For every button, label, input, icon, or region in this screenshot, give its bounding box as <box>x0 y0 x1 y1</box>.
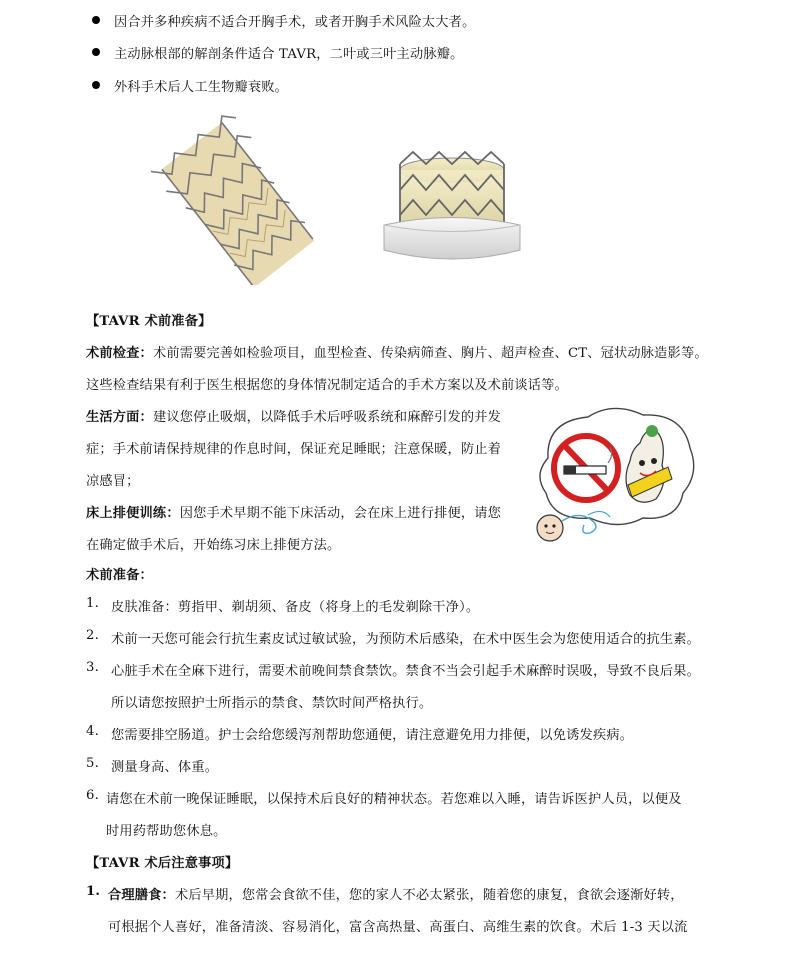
prep-item-number: 1. <box>86 596 99 611</box>
postop-section-title: 【TAVR 术后注意事项】 <box>86 856 239 871</box>
prep-item-text: 皮肤准备：剪指甲、剃胡须、备皮（将身上的毛发剃除干净）。 <box>111 600 480 615</box>
bullet-text: 因合并多种疾病不适合开胸手术，或者开胸手术风险太大者。 <box>114 15 476 30</box>
bullet-text: 主动脉根部的解剖条件适合 TAVR，二叶或三叶主动脉瓣。 <box>114 47 464 62</box>
prep-item-number: 5. <box>86 756 99 771</box>
life-text-line2: 症；手术前请保持规律的作息时间，保证充足睡眠；注意保暖，防止着 <box>86 442 502 457</box>
postop-item <box>86 884 746 904</box>
life-lead: 生活方面： <box>86 410 153 425</box>
bed-text-line2: 在确定做手术后，开始练习床上排便方法。 <box>86 538 341 553</box>
prep-item <box>86 788 746 808</box>
bed-paragraph-line <box>86 502 501 521</box>
preop-section-title: 【TAVR 术前准备】 <box>86 314 212 329</box>
prep-item-number: 3. <box>86 660 99 675</box>
self-expanding-valve-stent-image <box>150 110 325 285</box>
bed-lead: 床上排便训练： <box>86 506 180 521</box>
bed-text: 因您手术早期不能下床活动，会在床上进行排便，请您 <box>179 506 502 521</box>
prep-item-text: 心脏手术在全麻下进行，需要术前晚间禁食禁饮。禁食不当会引起手术麻醉时误吸，导致不良后果。 <box>111 664 701 679</box>
no-smoking-cartoon-image <box>528 403 698 558</box>
prep-item <box>86 628 746 648</box>
diet-text-line2: 可根据个人喜好，准备清淡、容易消化，富含高热量、高蛋白、高维生素的饮食。术后 1-3 天以流 <box>108 920 688 935</box>
exam-paragraph-line <box>86 342 708 361</box>
exam-text: 术前需要完善如检验项目，血型检查、传染病筛查、胸片、超声检查、CT、冠状动脉造影等。 <box>152 346 708 361</box>
prep-item-continuation: 所以请您按照护士所指示的禁食、禁饮时间严格执行。 <box>111 696 433 711</box>
exam-text-line2: 这些检查结果有利于医生根据您的身体情况制定适合的手术方案以及术前谈话等。 <box>86 378 568 393</box>
prep-item-text: 请您在术前一晚保证睡眠，以保持术后良好的精神状态。若您难以入睡，请告诉医护人员，以便及 <box>106 792 682 807</box>
bullet-item <box>92 11 752 31</box>
bullet-item <box>92 76 752 96</box>
postop-item-number: 1. <box>86 884 101 899</box>
balloon-expandable-valve-image <box>378 150 526 268</box>
bullet-dot-icon <box>92 81 100 89</box>
prep-item-continuation: 时用药帮助您休息。 <box>106 824 227 839</box>
prep-item-text: 测量身高、体重。 <box>111 760 219 775</box>
prep-item-number: 6. <box>86 788 99 803</box>
life-text-line3: 凉感冒； <box>86 474 140 489</box>
prep-item <box>86 660 746 680</box>
prep-heading: 术前准备： <box>86 568 153 583</box>
prep-item-text: 您需要排空肠道。护士会给您缓泻剂帮助您通便，请注意避免用力排便，以免诱发疾病。 <box>111 728 634 743</box>
bullet-dot-icon <box>92 16 100 24</box>
prep-item-text: 术前一天您可能会行抗生素皮试过敏试验，为预防术后感染，在术中医生会为您使用适合的抗生素。 <box>111 632 701 647</box>
prep-item <box>86 724 746 744</box>
life-text: 建议您停止吸烟，以降低手术后呼吸系统和麻醉引发的并发 <box>152 410 502 425</box>
life-paragraph-line <box>86 406 501 425</box>
prep-item-number: 4. <box>86 724 99 739</box>
prep-item <box>86 596 746 616</box>
bullet-item <box>92 43 752 63</box>
diet-text: 术后早期，您常会食欲不佳，您的家人不必太紧张，随着您的康复，食欲会逐渐好转， <box>174 888 684 903</box>
bullet-text: 外科手术后人工生物瓣衰败。 <box>114 80 289 95</box>
diet-lead: 合理膳食： <box>108 888 175 903</box>
exam-lead: 术前检查： <box>86 346 153 361</box>
bullet-dot-icon <box>92 48 100 56</box>
prep-item <box>86 756 746 776</box>
prep-item-number: 2. <box>86 628 99 643</box>
